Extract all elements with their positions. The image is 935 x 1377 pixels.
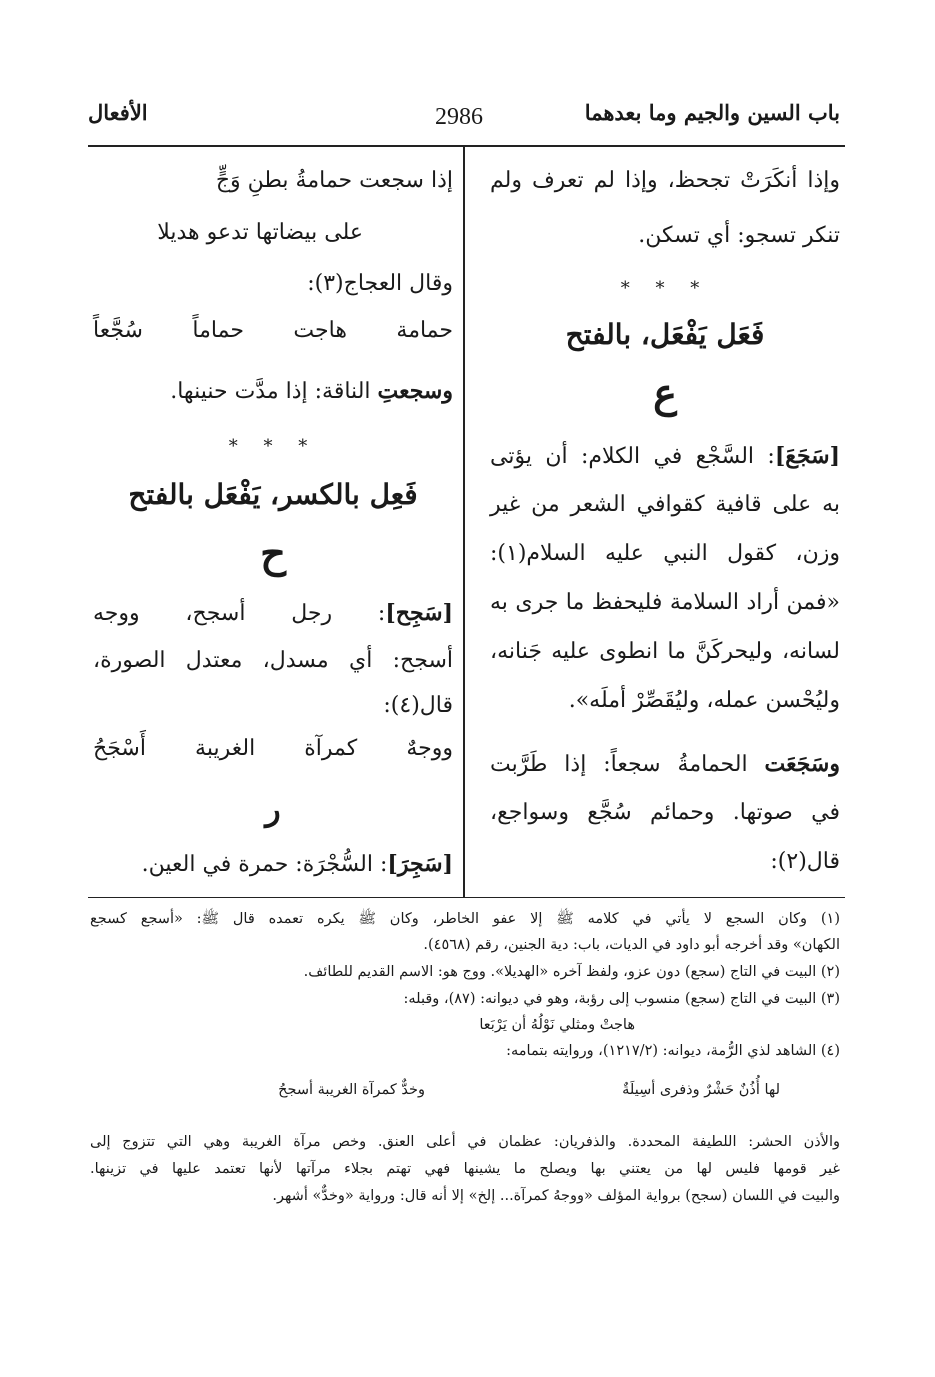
text-line: وإذا أنكَرَتْ تجحظ، وإذا لم تعرف ولم: [490, 168, 840, 193]
text-line: وليُحْسن عمله، وليُقَصِّرْ أملَه».: [568, 688, 840, 713]
entry-line: وسجعتِ الناقة: إذا مدَّت حنينها.: [170, 378, 453, 404]
verse-line: حمامة هاجت حماماً سُجَّعاً: [93, 318, 453, 343]
entry-line: [سَجِح]: رجل أسجح، ووجه: [93, 600, 453, 626]
verse-line: على بيضاتها تدعو هديلا: [157, 220, 363, 245]
column-divider: [463, 147, 465, 897]
section-separator: * * *: [228, 436, 318, 457]
text-line: وزن، كقول النبي عليه السلام(١):: [490, 541, 840, 566]
entry-line: [سَجِرَ]: السُّجْرَة: حمرة في العين.: [141, 851, 453, 877]
footnote-verse-hemistich: لها أُذُنٌ حَشْرٌ وذفرى أسِيلَةٌ: [622, 1082, 780, 1098]
header-rule: [88, 145, 845, 147]
text-line: لسانه، وليحركَنَّ ما انطوى عليه جَنانه،: [490, 639, 840, 664]
text-line: أسجح: أي مسدل، معتدل الصورة،: [93, 648, 453, 673]
letter-heading: ح: [260, 530, 286, 577]
section-heading: فَعِل بالكسر، يَفْعَل بالفتح: [128, 478, 418, 511]
entry-headword: [سَجَعَ]: [774, 443, 840, 469]
verse-line: إذا سجعت حمامةُ بطنِ وَجٍّ: [215, 168, 453, 193]
footnote-line: (٤) الشاهد لذي الرُّمة، ديوانه: (١٢١٧/٢)، وروايته بتمامه:: [506, 1043, 840, 1059]
running-head-chapter: باب السين والجيم وما بعدهما: [584, 100, 840, 125]
page-number: 2986: [435, 104, 483, 130]
footnote-line: الكهان» وقد أخرجه أبو داود في الديات، باب: دية الجنين، رقم (٤٥٦٨).: [423, 937, 840, 953]
footnote-line: (٢) البيت في التاج (سجع) دون عزو، ولفظ آخره «الهديلا». ووج هو: الاسم القديم للطائف.: [303, 964, 840, 980]
footnote-line: غير قومها فليس لها من يعتني بها ويصلح ما يشينها فهي تهتم بجلاء مرآتها لأنها تعتمد عليها في تزينها.: [90, 1161, 840, 1177]
entry-line: [سَجَعَ]: السَّجْع في الكلام: أن يؤتى: [490, 443, 840, 469]
running-head-section: الأفعال: [88, 100, 148, 125]
text-line: «فمن أراد السلامة فليحفظ ما جرى به: [490, 590, 840, 615]
footnote-line: (١) وكان السجع لا يأتي في كلامه ﷺ إلا عفو الخاطر، وكان ﷺ يكره تعمده قال ﷺ: «أسجع كسجع: [90, 911, 840, 927]
footnote-rule: [88, 897, 845, 898]
section-separator: * * *: [620, 278, 710, 299]
text-line: قال(٢):: [770, 849, 840, 874]
footnote-line: (٣) البيت في التاج (سجع) منسوب إلى رؤبة، وهو في ديوانه: (٨٧)، وقبله:: [403, 991, 840, 1007]
footnote-line: والبيت في اللسان (سجح) برواية المؤلف «ووجهُ كمرآة... إلخ» إلا أنه قال: ورواية «وخدٌّ» أشهر.: [272, 1188, 840, 1204]
text-line: قال(٤):: [383, 693, 453, 718]
letter-heading: ع: [653, 370, 677, 417]
entry-line: وسَجَعَت الحمامةُ سجعاً: إذا طَرَّبت: [490, 751, 840, 777]
section-heading: فَعَل يَفْعَل، بالفتح: [565, 318, 765, 351]
text-line: تنكر تسجو: أي تسكن.: [638, 223, 840, 248]
footnote-verse: هاجتْ ومثلي نَوْلُهُ أن يَرْبَعا: [479, 1017, 635, 1033]
footnote-verse-hemistich: وخدٌّ كمرآة الغريبة أسجحُ: [278, 1082, 425, 1098]
verse-line: ووجهٌ كمرآة الغريبة أَسْجَحُ: [93, 736, 453, 761]
text-line: به على قافية كقوافي الشعر من غير: [490, 492, 840, 517]
text-line: وقال العجاج(٣):: [307, 271, 453, 296]
entry-headword: وسَجَعَت: [764, 751, 840, 777]
entry-headword: وسجعتِ: [377, 378, 453, 404]
footnote-line: والأذن الحشر: اللطيفة المحددة. والذفريان: عظمان في أعلى العنق. وخص مرآة الغريبة وهي التي تتزوج إلى: [90, 1134, 840, 1150]
entry-headword: [سَجِح]: [385, 600, 453, 626]
text-line: في صوتها. وحمائم سُجَّع وسواجع،: [490, 800, 840, 825]
entry-headword: [سَجِرَ]: [387, 851, 453, 877]
letter-heading: ر: [265, 790, 281, 828]
